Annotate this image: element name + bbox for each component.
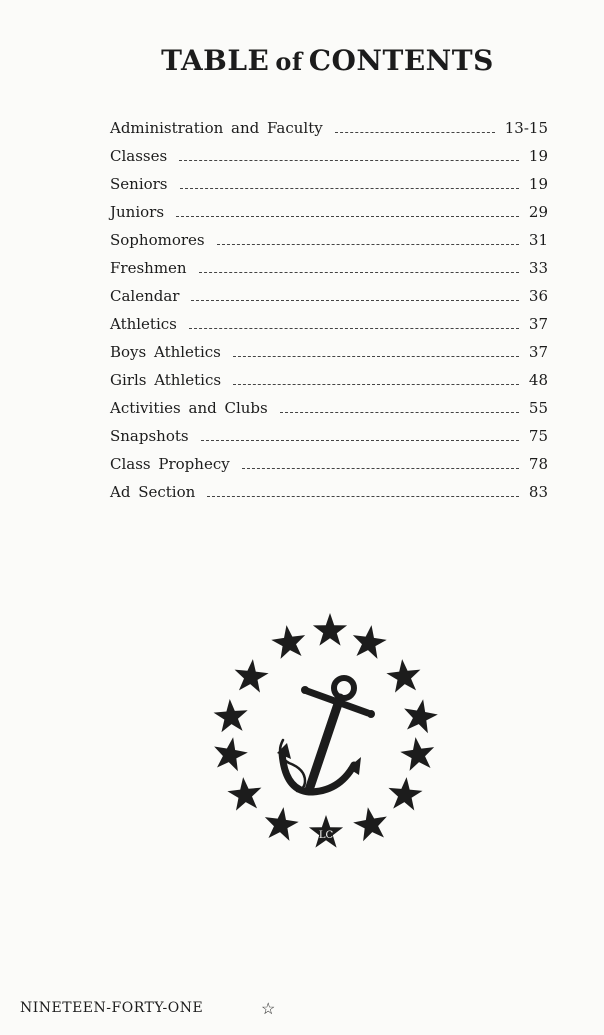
toc-page-number: 19 [528, 175, 548, 193]
toc-row [110, 222, 548, 250]
toc-title: Administration and Faculty [110, 119, 323, 137]
toc-row [110, 166, 548, 194]
toc-page-number: 55 [528, 399, 548, 417]
toc-title: Athletics [110, 315, 177, 333]
star-icon [387, 776, 424, 811]
toc-page-number: 78 [528, 455, 548, 473]
toc-page-number: 36 [528, 287, 548, 305]
star-icon [313, 613, 347, 646]
star-icon [226, 775, 263, 811]
toc-page-number: 48 [528, 371, 548, 389]
toc-leader [233, 384, 519, 385]
toc-page-number: 31 [528, 231, 548, 249]
star-icon [262, 805, 300, 842]
toc-leader [189, 328, 519, 329]
star-icon [213, 698, 249, 733]
toc-row [110, 390, 548, 418]
toc-row [110, 250, 548, 278]
anchor-emblem [205, 605, 450, 860]
toc-leader [176, 216, 519, 217]
toc-page-number: 19 [528, 147, 548, 165]
toc-page-number: 33 [528, 259, 548, 277]
toc-leader [233, 356, 519, 357]
toc-leader [179, 160, 519, 161]
toc-page-number: 37 [528, 343, 548, 361]
toc-row [110, 306, 548, 334]
star-icon [211, 734, 250, 772]
toc-title: Boys Athletics [110, 343, 221, 361]
toc-row [110, 110, 548, 138]
toc-page-number: 13-15 [504, 119, 548, 137]
star-icon [351, 804, 390, 842]
page-title [0, 44, 604, 77]
toc-leader [335, 132, 495, 133]
toc-page-number: 83 [528, 483, 548, 501]
toc-row [110, 194, 548, 222]
toc-leader [217, 244, 519, 245]
toc-page-number: 29 [528, 203, 548, 221]
toc-leader [180, 188, 519, 189]
toc-leader [201, 440, 519, 441]
title-word-table: TABLE [161, 44, 270, 77]
toc-title: Juniors [110, 203, 165, 221]
toc-title: Activities and Clubs [110, 399, 268, 417]
footer-year: NINETEEN-FORTY-ONE [20, 1000, 204, 1016]
table-of-contents [110, 110, 548, 502]
toc-leader [199, 272, 519, 273]
star-outline-icon: ☆ [261, 999, 276, 1018]
toc-leader [207, 496, 519, 497]
toc-row [110, 334, 548, 362]
toc-leader [191, 300, 518, 301]
star-icon [232, 657, 269, 693]
toc-row [110, 474, 548, 502]
toc-title: Girls Athletics [110, 371, 222, 389]
toc-title: Seniors [110, 175, 168, 193]
star-icon [401, 696, 440, 734]
toc-leader [242, 468, 519, 469]
toc-page-number: 75 [528, 427, 548, 445]
title-word-contents: CONTENTS [308, 44, 494, 77]
toc-row [110, 362, 548, 390]
toc-row [110, 138, 548, 166]
anchor-icon [277, 678, 375, 792]
star-icon [385, 657, 422, 693]
toc-row [110, 418, 548, 446]
star-icon [399, 735, 437, 772]
emblem-initials: LC [318, 830, 334, 841]
toc-page-number: 37 [528, 315, 548, 333]
toc-title: Class Prophecy [110, 455, 230, 473]
toc-title: Snapshots [110, 427, 189, 445]
star-icon [350, 623, 388, 660]
toc-leader [280, 412, 519, 413]
toc-title: Calendar [110, 287, 180, 305]
toc-title: Sophomores [110, 231, 205, 249]
toc-title: Freshmen [110, 259, 187, 277]
title-word-of: of [275, 47, 303, 76]
toc-row [110, 446, 548, 474]
anchor-with-star-ring-icon [205, 605, 450, 860]
star-icon [270, 623, 308, 660]
toc-title: Ad Section [110, 483, 196, 501]
toc-row [110, 278, 548, 306]
toc-title: Classes [110, 147, 168, 165]
